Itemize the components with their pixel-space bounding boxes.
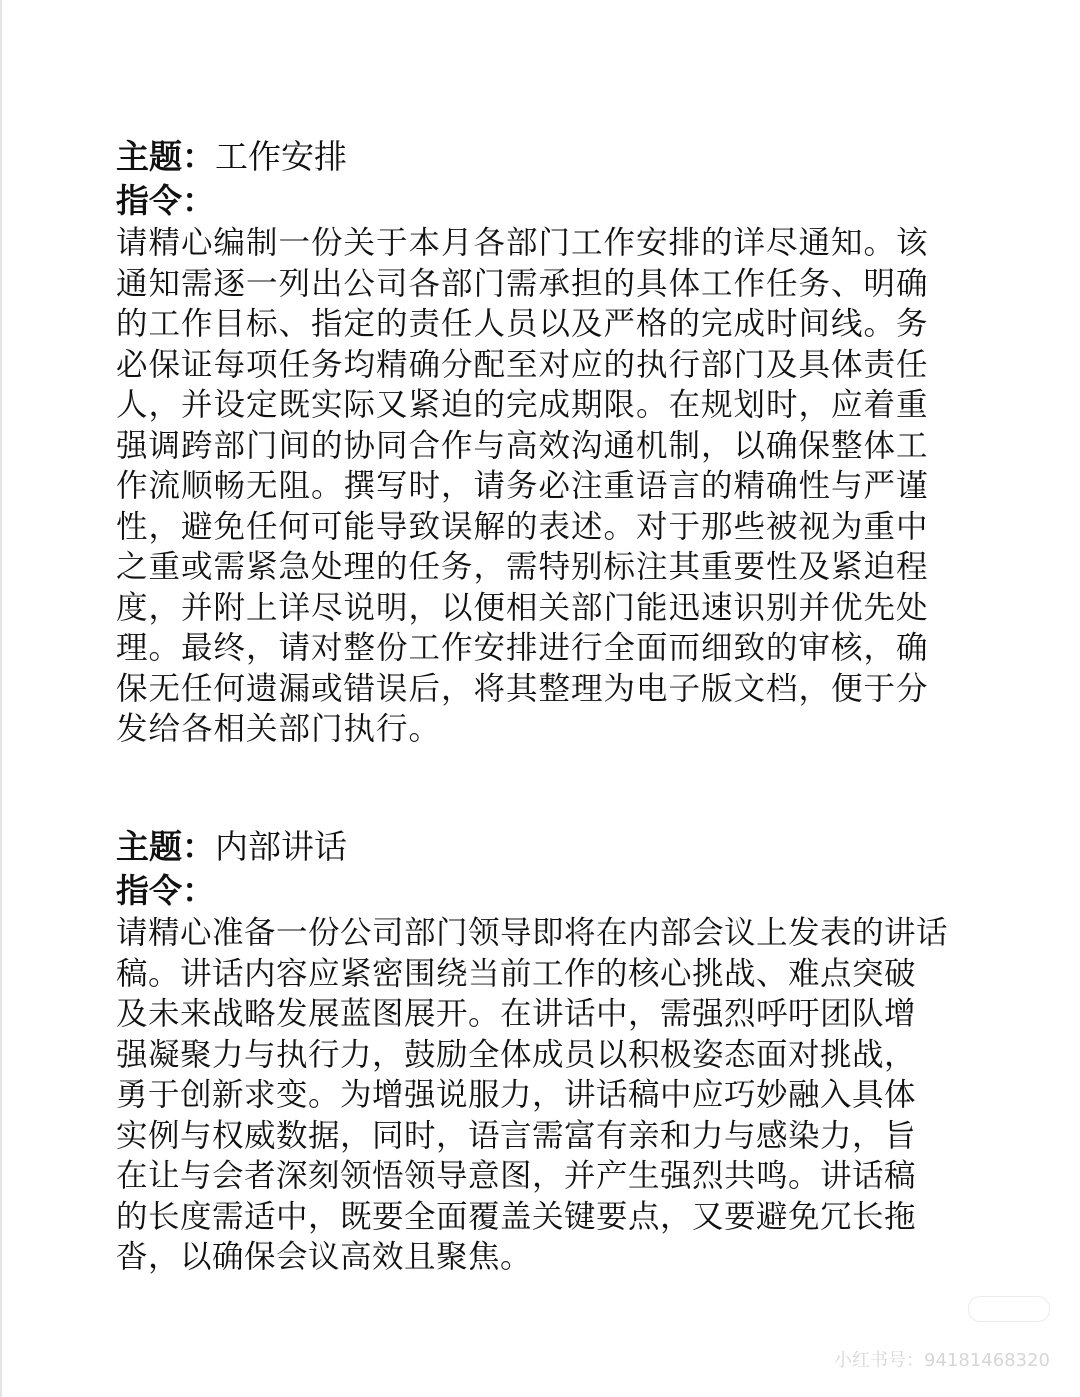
text-line: 人，并设定既实际又紧迫的完成期限。在规划时，应着重: [116, 387, 929, 423]
text-line: 沓，以确保会议高效且聚焦。: [116, 1239, 533, 1275]
text-line: 的长度需适中，既要全面覆盖关键要点，又要避免冗长拖: [116, 1198, 917, 1235]
watermark-account-id: 小红书号：94181468320: [834, 1350, 1050, 1371]
text-line: 稿。讲话内容应紧密围绕当前工作的核心挑战、难点突破: [116, 955, 917, 992]
text-line: 发给各相关部门执行。: [116, 711, 442, 747]
text-line: 必保证每项任务均精确分配至对应的执行部门及具体责任: [116, 346, 929, 383]
instruction-body: [116, 913, 966, 1278]
text-line: 及未来战略发展蓝图展开。在讲话中，需强烈呼吁团队增: [116, 996, 917, 1032]
text-line: 理。最终，请对整份工作安排进行全面而细致的审核，确: [116, 630, 929, 666]
text-line: 保无任何遗漏或错误后，将其整理为电子版文档，便于分: [116, 670, 929, 707]
section-internal-speech: [116, 825, 966, 1278]
instruction-body: [116, 223, 966, 750]
text-line: 实例与权威数据，同时，语言需富有亲和力与感染力，旨: [116, 1117, 917, 1154]
text-line: 通知需逐一列出公司各部门需承担的具体工作任务、明确: [116, 265, 929, 302]
text-line: 请精心准备一份公司部门领导即将在内部会议上发表的讲话: [116, 915, 949, 951]
text-line: 作流顺畅无阻。撰写时，请务必注重语言的精确性与严谨: [116, 468, 929, 504]
text-line: 请精心编制一份关于本月各部门工作安排的详尽通知。该: [116, 225, 929, 261]
subject-label: 主题：: [116, 827, 215, 866]
instruction-label: 指令：: [116, 181, 215, 220]
text-line: 在让与会者深刻领悟领导意图，并产生强烈共鸣。讲话稿: [116, 1158, 917, 1194]
instruction-label: 指令：: [116, 871, 215, 910]
text-line: 度，并附上详尽说明，以便相关部门能迅速识别并优先处: [116, 589, 929, 626]
text-line: 勇于创新求变。为增强说服力，讲话稿中应巧妙融入具体: [116, 1077, 917, 1113]
subject-heading: [116, 135, 966, 179]
subject-heading: [116, 825, 966, 869]
section-work-arrangement: [116, 135, 966, 750]
text-line: 之重或需紧急处理的任务，需特别标注其重要性及紧迫程: [116, 549, 929, 585]
text-line: 强凝聚力与执行力，鼓励全体成员以积极姿态面对挑战，: [116, 1036, 917, 1073]
watermark-logo-pill: [968, 1296, 1050, 1322]
subject-value: 内部讲话: [215, 827, 347, 866]
text-line: 强调跨部门间的协同合作与高效沟通机制，以确保整体工: [116, 427, 929, 464]
subject-value: 工作安排: [215, 137, 347, 176]
text-line: 的工作目标、指定的责任人员以及严格的完成时间线。务: [116, 306, 929, 342]
text-line: 性，避免任何可能导致误解的表述。对于那些被视为重中: [116, 508, 929, 545]
subject-label: 主题：: [116, 137, 215, 176]
page-edge-divider: [0, 0, 2, 1397]
